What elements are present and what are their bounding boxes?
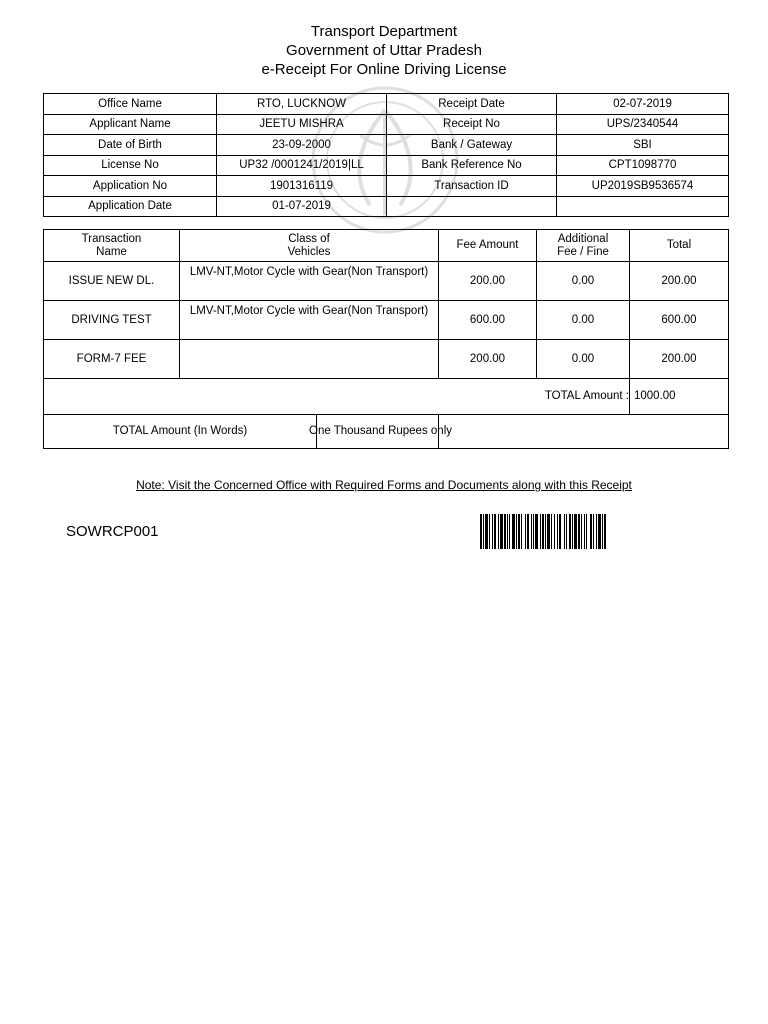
barcode-bar	[578, 514, 580, 549]
fee-amount: 200.00	[439, 262, 537, 301]
barcode-bar	[525, 514, 526, 549]
amount-words-value-cell	[309, 415, 729, 449]
transaction-name: FORM-7 FEE	[44, 340, 180, 379]
total-amount-label: TOTAL Amount :	[44, 379, 630, 415]
transaction-name: DRIVING TEST	[44, 301, 180, 340]
additional-fee: 0.00	[537, 301, 630, 340]
barcode-bar	[540, 514, 541, 549]
barcode-bar	[557, 514, 558, 549]
barcode-bar	[566, 514, 567, 549]
department-title: Transport Department	[310, 23, 458, 40]
barcode-bar	[547, 514, 550, 549]
barcode-bar	[527, 514, 529, 549]
info-label: Bank / Gateway	[387, 135, 557, 156]
table-row	[44, 94, 729, 115]
info-label: Application No	[44, 176, 217, 197]
info-value: 1901316119	[217, 176, 387, 197]
vehicle-class: LMV-NT,Motor Cycle with Gear(Non Transport)	[180, 262, 439, 301]
header-transaction-name: Transaction Name	[44, 230, 180, 262]
table-header-row	[44, 230, 729, 262]
info-value: UPS/2340544	[557, 114, 729, 135]
barcode-bar	[516, 514, 517, 549]
additional-fee: 0.00	[537, 262, 630, 301]
barcode-bar	[598, 514, 601, 549]
barcode-bar	[500, 514, 503, 549]
info-value	[557, 196, 729, 217]
info-value: UP2019SB9536574	[557, 176, 729, 197]
barcode-bar	[584, 514, 585, 549]
barcode-bar	[507, 514, 508, 549]
table-row	[44, 155, 729, 176]
form-code: SOWRCP001	[66, 523, 159, 540]
barcode-bar	[593, 514, 594, 549]
header-vehicle-class: Class of Vehicles	[180, 230, 439, 262]
barcode-bar	[512, 514, 515, 549]
info-value: 02-07-2019	[557, 94, 729, 115]
table-row	[44, 135, 729, 156]
barcode-bar	[483, 514, 484, 549]
barcode-bar	[509, 514, 510, 549]
table-row	[44, 114, 729, 135]
barcode-bar	[485, 514, 488, 549]
amount-words-value: One Thousand Rupees only	[309, 425, 452, 437]
fee-amount: 200.00	[439, 340, 537, 379]
row-total: 600.00	[630, 301, 729, 340]
barcode-bar	[498, 514, 499, 549]
table-row	[44, 340, 729, 379]
total-amount-value: 1000.00	[630, 379, 729, 415]
receipt-note: Note: Visit the Concerned Office with Required Forms and Documents along with this Receipt	[136, 478, 632, 492]
receipt-header	[0, 22, 768, 79]
header-fee-amount: Fee Amount	[439, 230, 537, 262]
barcode-bar	[581, 514, 582, 549]
amount-in-words-row	[44, 415, 729, 449]
fee-amount: 600.00	[439, 301, 537, 340]
fee-transactions-table	[43, 229, 729, 449]
info-value: 23-09-2000	[217, 135, 387, 156]
info-label: Receipt Date	[387, 94, 557, 115]
info-label: License No	[44, 155, 217, 176]
vehicle-class	[180, 340, 439, 379]
info-label	[387, 196, 557, 217]
barcode-bar	[492, 514, 493, 549]
amount-words-label: TOTAL Amount (In Words)	[44, 415, 317, 448]
barcode-bar	[531, 514, 532, 549]
header-total: Total	[630, 230, 729, 262]
barcode-bar	[551, 514, 552, 549]
government-title: Government of Uttar Pradesh	[286, 42, 482, 59]
barcode	[480, 514, 718, 549]
additional-fee: 0.00	[537, 340, 630, 379]
total-amount-row	[44, 379, 729, 415]
receipt-title: e-Receipt For Online Driving License	[261, 61, 507, 78]
barcode-bar	[545, 514, 546, 549]
info-value: 01-07-2019	[217, 196, 387, 217]
barcode-bar	[554, 514, 555, 549]
vehicle-class: LMV-NT,Motor Cycle with Gear(Non Transport)	[180, 301, 439, 340]
info-label: Date of Birth	[44, 135, 217, 156]
barcode-bars	[480, 514, 606, 549]
barcode-bar	[521, 514, 522, 549]
barcode-bar	[602, 514, 603, 549]
info-value: RTO, LUCKNOW	[217, 94, 387, 115]
barcode-bar	[504, 514, 506, 549]
barcode-bar	[559, 514, 561, 549]
row-total: 200.00	[630, 340, 729, 379]
barcode-bar	[596, 514, 597, 549]
info-label: Office Name	[44, 94, 217, 115]
transaction-name: ISSUE NEW DL.	[44, 262, 180, 301]
barcode-bar	[480, 514, 482, 549]
barcode-bar	[569, 514, 571, 549]
table-row	[44, 301, 729, 340]
table-row	[44, 176, 729, 197]
barcode-bar	[489, 514, 490, 549]
table-row	[44, 262, 729, 301]
info-value: SBI	[557, 135, 729, 156]
info-value: JEETU MISHRA	[217, 114, 387, 135]
info-label: Receipt No	[387, 114, 557, 135]
applicant-info-table	[43, 93, 729, 217]
barcode-bar	[535, 514, 538, 549]
info-label: Bank Reference No	[387, 155, 557, 176]
row-total: 200.00	[630, 262, 729, 301]
barcode-bar	[590, 514, 592, 549]
barcode-bar	[604, 514, 606, 549]
table-row	[44, 196, 729, 217]
barcode-bar	[574, 514, 577, 549]
barcode-bar	[533, 514, 534, 549]
barcode-bar	[518, 514, 520, 549]
barcode-bar	[564, 514, 565, 549]
info-label: Application Date	[44, 196, 217, 217]
info-value: CPT1098770	[557, 155, 729, 176]
info-label: Applicant Name	[44, 114, 217, 135]
barcode-bar	[542, 514, 544, 549]
info-value: UP32 /0001241/2019|LL	[217, 155, 387, 176]
barcode-bar	[586, 514, 587, 549]
barcode-bar	[494, 514, 496, 549]
header-additional-fee: Additional Fee / Fine	[537, 230, 630, 262]
info-label: Transaction ID	[387, 176, 557, 197]
barcode-bar	[572, 514, 573, 549]
